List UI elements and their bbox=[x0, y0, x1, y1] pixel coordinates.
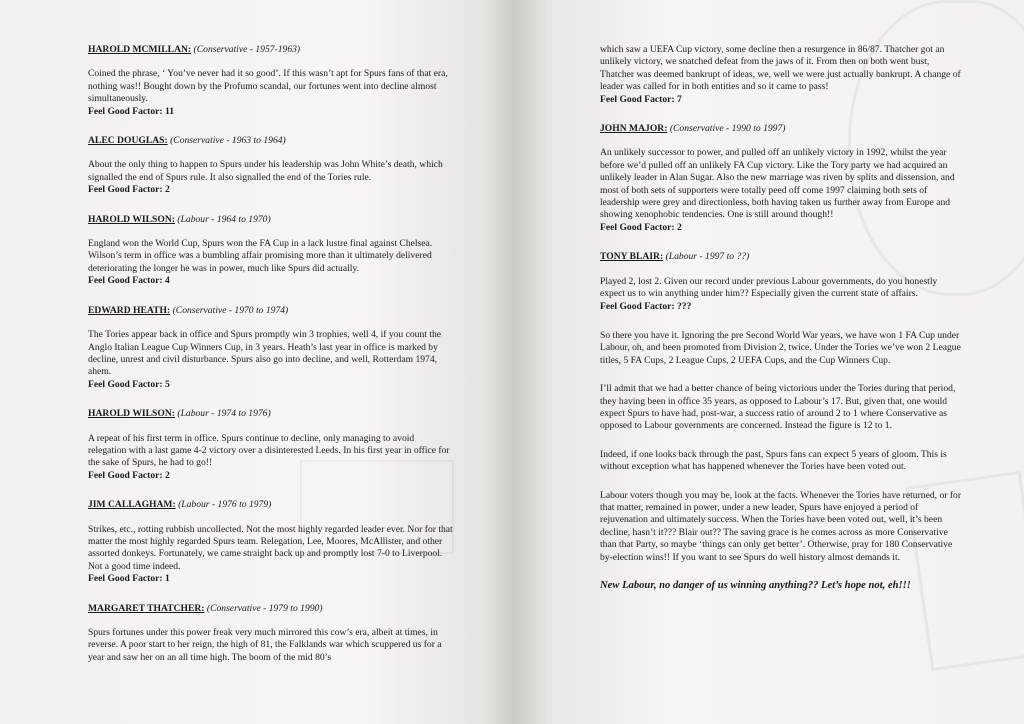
section-heading bbox=[88, 214, 454, 226]
conclusion-paragraph: Labour voters though you may be, look at the facts. Whenever the Tories have returned, or for that matter, remained in power, under a new leader, Spurs have enjoyed a period of rejuvenation and ultimately success. When the Tories have been voted out, well, it’s been decline, hasn’t it??? Blair out?? The saving grace is he comes across as more Conservative than that Party, so maybe ‘things can only get better’. Otherwise, pray for 180 Conservative by-election wins!! If you want to see Spurs do well history almost demands it. bbox=[600, 489, 962, 563]
feel-good-factor: Feel Good Factor: 4 bbox=[88, 275, 170, 287]
conclusion-paragraph: I’ll admit that we had a better chance of being victorious under the Tories during that period, they having been in office 35 years, as opposed to Labour’s 17. But, given that, one would expect Spurs to have had, post-war, a success ratio of around 2 to 1 where Conservative as opposed to Labour governments are concerned. Instead the figure is 12 to 1. bbox=[600, 383, 956, 432]
pm-term: (Labour - 1976 to 1979) bbox=[178, 499, 272, 511]
section-text: which saw a UEFA Cup victory, some decline then a resurgence in 86/87. Thatcher got an unlikely victory, we snatched defeat from the jaws of it. From then on both went bust, Thatcher was deemed bankrupt of ideas, we, well we were just actually bankrupt. A change of leader was called for in both entities and so it came to pass! bbox=[600, 44, 961, 93]
section-text: Coined the phrase, ‘ You’ve never had it so good’. If this wasn’t apt for Spurs fans of that era, nothing was!! Bought down by the Profumo scandal, our fortunes went into decline almost simultaneously. bbox=[88, 68, 448, 105]
section-blair bbox=[600, 251, 964, 313]
feel-good-factor: Feel Good Factor: 5 bbox=[88, 378, 170, 390]
pm-name: HAROLD WILSON: bbox=[88, 213, 175, 225]
section-heading bbox=[88, 135, 454, 147]
section-heading bbox=[88, 44, 454, 56]
pm-term: (Labour - 1974 to 1976) bbox=[177, 408, 271, 420]
feel-good-factor: Feel Good Factor: 2 bbox=[88, 184, 170, 196]
feel-good-factor: Feel Good Factor: 2 bbox=[600, 221, 682, 233]
section-heading bbox=[88, 408, 454, 420]
pm-term: (Conservative - 1990 to 1997) bbox=[669, 123, 786, 135]
section-text: A repeat of his first term in office. Spurs continue to decline, only managing to avoid relegation with a last game 4-2 victory over a disinterested Leeds. In his first year in office for the sake of Spurs, he had to go!! bbox=[88, 432, 450, 469]
conclusion-paragraph: Indeed, if one looks back through the past, Spurs fans can expect 5 years of gloom. This is without exception what has happened whenever the Tories have been voted out. bbox=[600, 448, 947, 473]
section-text: Strikes, etc., rotting rubbish uncollected. Not the most highly regarded leader ever. Nor for that matter the most highly regarded Spurs team. Relegation, Lee, Moores, McAllister, and other assorted donkeys. Fortunately, we came straight back up and promptly lost 7-0 to Liverpool. Not a good time indeed. bbox=[88, 523, 453, 572]
pm-term: (Conservative - 1963 to 1964) bbox=[170, 135, 286, 147]
pm-term: (Labour - 1997 to ??) bbox=[665, 251, 750, 263]
section-text: Spurs fortunes under this power freak very much mirrored this cow’s era, albeit at times, in reverse. A poor start to her reign, the high of 81, the Falklands war which scuppered us for a year and saw her on an all time high. The boom of the mid 80’s bbox=[88, 627, 442, 663]
pm-term: (Conservative - 1970 to 1974) bbox=[172, 304, 289, 316]
pm-name: JIM CALLAGHAM: bbox=[88, 499, 176, 511]
section-wilson-second bbox=[88, 408, 454, 482]
section-heading bbox=[88, 305, 454, 317]
section-thatcher-continued bbox=[600, 44, 964, 106]
section-wilson-first bbox=[88, 214, 454, 288]
section-callagham bbox=[88, 499, 454, 585]
pm-term: (Conservative - 1979 to 1990) bbox=[206, 602, 323, 614]
right-page bbox=[512, 0, 1024, 724]
section-heading bbox=[88, 499, 454, 511]
feel-good-factor: Feel Good Factor: 1 bbox=[88, 573, 170, 585]
feel-good-factor: Feel Good Factor: ??? bbox=[600, 300, 692, 312]
section-heading bbox=[88, 603, 454, 615]
pm-name: MARGARET THATCHER: bbox=[88, 602, 205, 614]
feel-good-factor: Feel Good Factor: 7 bbox=[600, 93, 682, 105]
section-text: Played 2, lost 2. Given our record under previous Labour governments, do you honestly expect us to win anything under him?? Especially given the current state of affairs. bbox=[600, 275, 938, 300]
section-douglas bbox=[88, 135, 454, 197]
section-text: England won the World Cup, Spurs won the FA Cup in a lack lustre final against Chelsea. Wilson’s term in office was a bumbling affair promising more than it ultimately delivered deteriorating the longer he was in power, much like Spurs did actually. bbox=[88, 238, 433, 274]
pm-name: ALEC DOUGLAS: bbox=[88, 135, 168, 147]
section-text: The Tories appear back in office and Spurs promptly win 3 trophies, well 4, if you count the Anglo Italian League Cup Winners Cup, in 3 years. Heath’s last year in office is marked by decline, unrest and civil disturbance. Spurs also go into decline, and well, Rotterdam 1974, ahem. bbox=[88, 329, 442, 378]
section-major bbox=[600, 123, 964, 234]
section-heath bbox=[88, 305, 454, 391]
pm-name: TONY BLAIR: bbox=[600, 251, 664, 263]
pm-term: (Conservative - 1957-1963) bbox=[193, 44, 301, 55]
conclusion bbox=[600, 330, 964, 593]
section-text: About the only thing to happen to Spurs under his leadership was John White’s death, which signalled the end of Spurs rule. It also signalled the end of the Tories rule. bbox=[88, 159, 443, 183]
section-heading bbox=[600, 123, 964, 135]
section-text: An unlikely successor to power, and pulled off an unlikely victory in 1992, whilst the year before we’d pulled off an unlikely FA Cup victory. Like the Tory party we had acquired an unlikely leader in Alan Sugar. Also the new marriage was riven by splits and dissension, and most of both sets of supporters were totally peed off come 1997 claiming both sets of leadership were grey and directionless, both having taken us further away from Europe and showing xenophobic tendencies. One is still around though!! bbox=[600, 147, 955, 221]
pm-term: (Labour - 1964 to 1970) bbox=[177, 213, 271, 225]
closing-line: New Labour, no danger of us winning anything?? Let’s hope not, eh!!! bbox=[600, 580, 911, 591]
feel-good-factor: Feel Good Factor: 2 bbox=[88, 469, 170, 481]
right-column bbox=[600, 44, 964, 592]
pm-name: HAROLD MCMILLAN: bbox=[88, 44, 192, 55]
left-column bbox=[88, 44, 454, 664]
pm-name: EDWARD HEATH: bbox=[88, 304, 171, 316]
pm-name: JOHN MAJOR: bbox=[600, 123, 668, 135]
conclusion-paragraph: So there you have it. Ignoring the pre Second World War years, we have won 1 FA Cup under Labour, oh, and been promoted from Division 2, twice. Under the Tories we’ve won 2 League titles, 5 FA Cups, 2 League Cups, 2 UEFA Cups, and the Cup Winners Cup. bbox=[600, 329, 961, 366]
feel-good-factor: Feel Good Factor: 11 bbox=[88, 105, 175, 117]
pm-name: HAROLD WILSON: bbox=[88, 408, 175, 420]
section-macmillan bbox=[88, 44, 454, 118]
section-thatcher bbox=[88, 603, 454, 665]
section-heading bbox=[600, 251, 964, 263]
